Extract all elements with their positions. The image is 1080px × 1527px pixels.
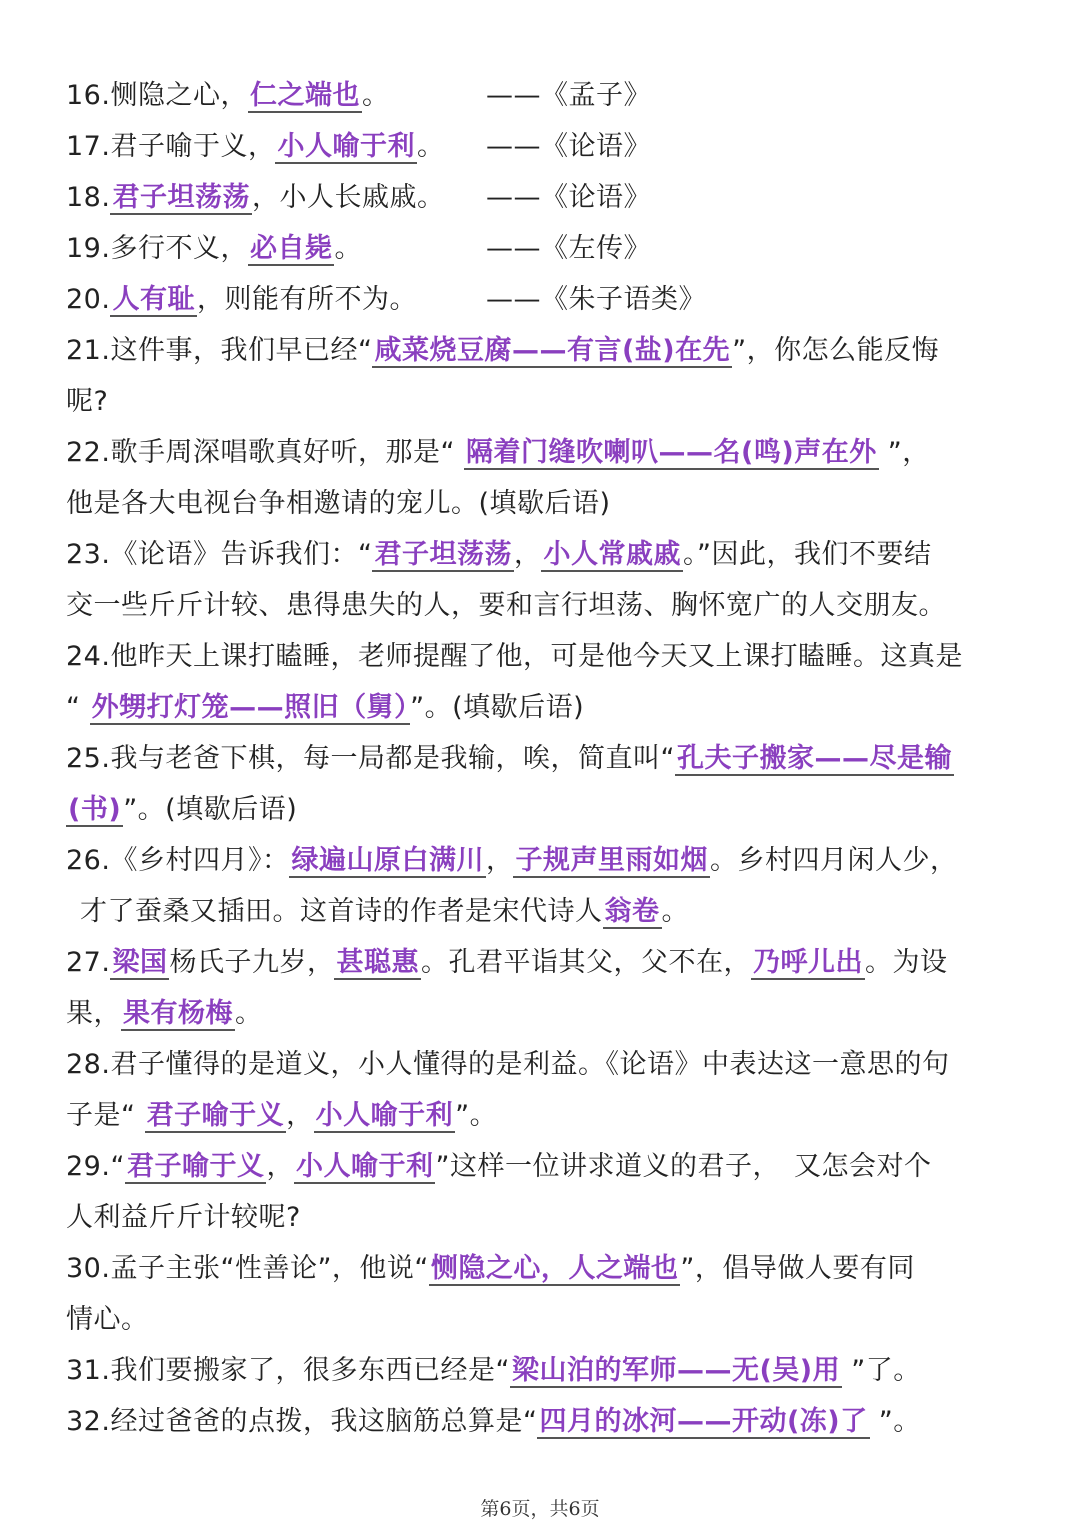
answer-30: 恻隐之心，人之端也: [430, 1253, 679, 1284]
answer-26a: 绿遍山原白满川: [291, 845, 484, 876]
source-17: ——《论语》: [486, 131, 651, 162]
page-footer: 第6页，共6页: [480, 1498, 600, 1520]
question-29: 29.“君子喻于义，小人喻于利”这样一位讲求道义的君子， 又怎会对个: [66, 1151, 932, 1182]
answer-25-cont: (书): [68, 794, 122, 825]
question-26: 26.《乡村四月》：绿遍山原白满川，子规声里雨如烟。乡村四月闲人少，: [66, 845, 958, 876]
answer-19: 必自毙: [249, 233, 333, 264]
answer-21: 咸菜烧豆腐——有言(盐)在先: [374, 335, 731, 366]
answer-32: 四月的冰河——开动(冻)了: [539, 1406, 868, 1437]
question-30: 30.孟子主张“性善论”，他说“恻隐之心，人之端也”，倡导做人要有同: [66, 1253, 915, 1284]
question-22: 22.歌手周深唱歌真好听，那是“ 隔着门缝吹喇叭——名(鸣)声在外 ”，: [66, 437, 930, 468]
answer-27d: 果有杨梅: [123, 998, 233, 1029]
question-17: 17.君子喻于义，小人喻于利。 ——《论语》: [66, 121, 1026, 172]
question-25-cont: (书)”。(填歇后语): [68, 794, 298, 825]
question-20: 20.人有耻，则能有所不为。 ——《朱子语类》: [66, 274, 1026, 325]
answer-29b: 小人喻于利: [295, 1151, 434, 1182]
answer-16: 仁之端也: [249, 80, 360, 111]
question-27-cont: 果，果有杨梅。: [66, 998, 263, 1029]
question-19: 19.多行不义，必自毙。 ——《左传》: [66, 223, 1026, 274]
answer-27b: 甚聪惠: [336, 947, 419, 978]
answer-17: 小人喻于利: [277, 131, 415, 162]
question-28: 28.君子懂得的是道义，小人懂得的是利益。《论语》中表达这一意思的句: [66, 1049, 950, 1080]
answer-26b: 子规声里雨如烟: [515, 845, 708, 876]
answer-22: 隔着门缝吹喇叭——名(鸣)声在外: [466, 437, 877, 468]
question-18: 18.君子坦荡荡，小人长戚戚。 ——《论语》: [66, 172, 1026, 223]
question-24: 24.他昨天上课打瞌睡，老师提醒了他，可是他今天又上课打瞌睡。这真是: [66, 641, 963, 672]
source-18: ——《论语》: [486, 182, 651, 213]
answer-28a: 君子喻于义: [146, 1100, 285, 1131]
question-25: 25.我与老爸下棋，每一局都是我输，唉，简直叫“孔夫子搬家——尽是输: [66, 743, 952, 774]
answer-27c: 乃呼儿出: [752, 947, 863, 978]
question-21: 21.这件事，我们早已经“咸菜烧豆腐——有言(盐)在先”，你怎么能反悔: [66, 335, 940, 366]
worksheet-page: [66, 70, 1026, 1447]
question-16: 16.恻隐之心，仁之端也。 ——《孟子》: [66, 70, 1026, 121]
answer-29a: 君子喻于义: [126, 1151, 265, 1182]
question-29-cont: 人利益斤斤计较呢?: [66, 1202, 301, 1233]
question-28-cont: 子是“ 君子喻于义，小人喻于利”。: [66, 1100, 498, 1131]
question-31: 31.我们要搬家了，很多东西已经是“梁山泊的军师——无(吴)用 ”了。: [66, 1355, 921, 1386]
answer-28b: 小人喻于利: [315, 1100, 454, 1131]
question-26-cont: 才了蚕桑又插田。这首诗的作者是宋代诗人翁卷。: [80, 896, 689, 927]
answer-27a: 梁国: [112, 947, 168, 978]
question-32: 32.经过爸爸的点拨，我这脑筋总算是“四月的冰河——开动(冻)了 ”。: [66, 1406, 921, 1437]
answer-25: 孔夫子搬家——尽是输: [676, 743, 952, 774]
source-16: ——《孟子》: [486, 80, 651, 111]
answer-26c: 翁卷: [604, 896, 660, 927]
source-20: ——《朱子语类》: [486, 284, 706, 315]
source-19: ——《左传》: [486, 233, 651, 264]
answer-20: 人有耻: [112, 284, 195, 315]
question-27: 27.梁国杨氏子九岁，甚聪惠。孔君平诣其父，父不在，乃呼儿出。为设: [66, 947, 948, 978]
question-22-cont: 他是各大电视台争相邀请的宠儿。(填歇后语): [66, 488, 611, 519]
answer-23b: 小人常戚戚: [543, 539, 681, 570]
answer-31: 梁山泊的军师——无(吴)用: [511, 1355, 841, 1386]
question-24-cont: “ 外甥打灯笼——照旧（舅）”。(填歇后语): [66, 692, 585, 723]
question-21-cont: 呢?: [66, 386, 109, 417]
answer-24: 外甥打灯笼——照旧（舅）: [91, 692, 409, 723]
question-30-cont: 情心。: [66, 1304, 149, 1335]
question-23-cont: 交一些斤斤计较、患得患失的人，要和言行坦荡、胸怀宽广的人交朋友。: [66, 590, 946, 621]
answer-18: 君子坦荡荡: [112, 182, 250, 213]
answer-23a: 君子坦荡荡: [374, 539, 512, 570]
question-23: 23.《论语》告诉我们：“君子坦荡荡，小人常戚戚。”因此，我们不要结: [66, 539, 932, 570]
